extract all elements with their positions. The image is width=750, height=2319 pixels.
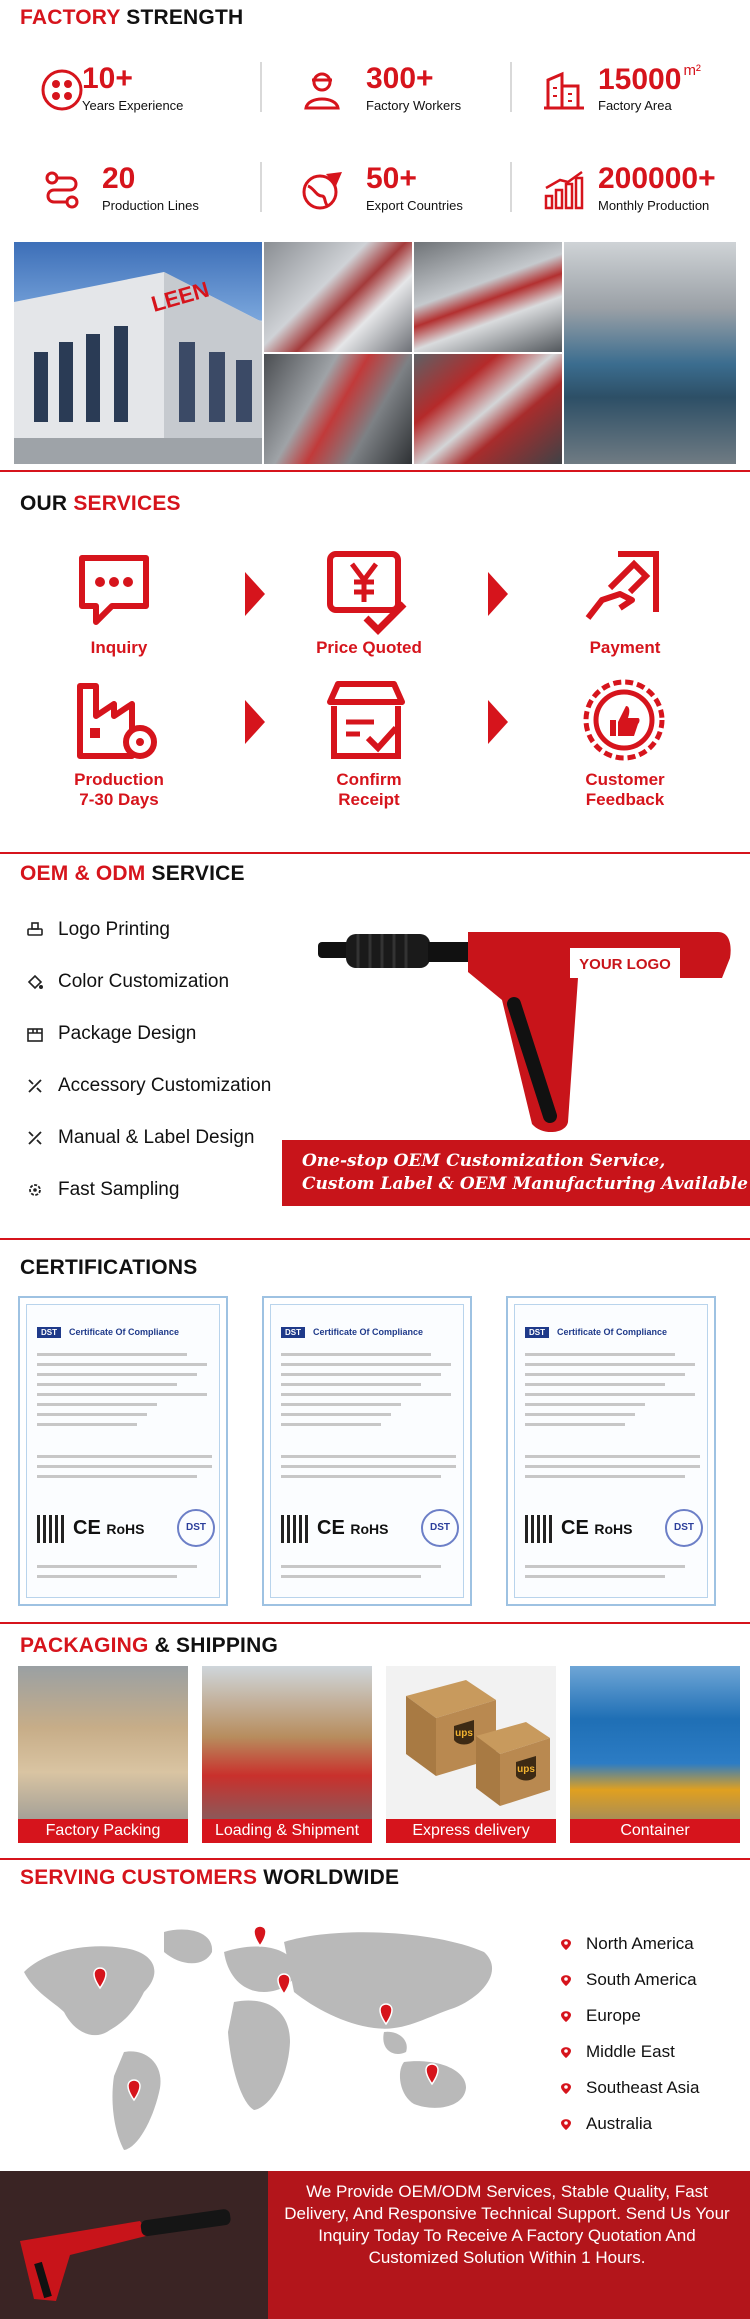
qr-code-icon <box>525 1515 553 1543</box>
oem-title: OEM & ODM SERVICE <box>20 862 245 885</box>
world-map <box>14 1912 524 2162</box>
yen-check-icon <box>324 548 414 638</box>
svg-text:ups: ups <box>455 1728 473 1739</box>
stat-number: 300+ <box>366 62 434 95</box>
factory-gear-icon <box>74 676 164 766</box>
packaging-photo-factory <box>18 1666 188 1843</box>
map-pin-middle-east <box>278 1974 290 1994</box>
caption-loading: Loading & Shipment <box>202 1819 372 1843</box>
paint-bucket-icon <box>26 973 44 991</box>
location-pin-icon <box>560 2118 572 2130</box>
divider <box>260 62 262 112</box>
worker-icon <box>300 68 344 112</box>
services-title: OUR SERVICES <box>20 492 181 515</box>
ce-rohs-mark: CE RoHS <box>561 1517 633 1539</box>
oem-item-accessory: Accessory Customization <box>26 1074 271 1098</box>
factory-assembly-photo <box>564 242 736 464</box>
logo-placeholder-text: YOUR LOGO <box>579 956 671 973</box>
certificate-1: DST Certificate Of Compliance CE RoHS DST <box>18 1296 228 1606</box>
region-north-america: North America <box>560 1934 694 1954</box>
factory-title: FACTORY STRENGTH <box>20 6 244 29</box>
store-check-icon <box>324 676 414 766</box>
packaging-photo-loading <box>202 1666 372 1843</box>
qr-code-icon <box>281 1515 309 1543</box>
service-label-feedback: Customer Feedback <box>585 770 665 809</box>
oem-item-color: Color Customization <box>26 970 229 994</box>
oem-item-logo: Logo Printing <box>26 918 170 942</box>
divider <box>510 62 512 112</box>
nail-gun-photo <box>0 2171 300 2319</box>
building-icon <box>542 68 586 112</box>
stat-area <box>530 60 750 120</box>
globe-plane-icon <box>300 168 344 212</box>
stamp-icon <box>26 921 44 939</box>
caption-container: Container <box>570 1819 740 1843</box>
stat-label: Monthly Production <box>598 198 710 213</box>
ups-boxes-illustration <box>386 1666 556 1819</box>
red-nail-gun-illustration <box>318 912 738 1142</box>
region-australia: Australia <box>560 2114 652 2134</box>
stat-monthly <box>530 160 750 220</box>
gear-icon <box>26 1181 44 1199</box>
region-south-america: South America <box>560 1970 697 1990</box>
factory-workshop-photo-1 <box>264 242 412 352</box>
tools-icon <box>26 1077 44 1095</box>
section-divider <box>0 1622 750 1624</box>
divider <box>510 162 512 212</box>
stat-number: 200000+ <box>598 162 716 195</box>
svg-text:LEEN: LEEN <box>148 276 212 317</box>
factory-building-photo <box>14 242 262 464</box>
divider <box>260 162 262 212</box>
stat-label: Factory Area <box>598 98 672 113</box>
section-divider <box>0 470 750 472</box>
location-pin-icon <box>560 2010 572 2022</box>
region-southeast-asia: Southeast Asia <box>560 2078 699 2098</box>
stat-label: Factory Workers <box>366 98 462 113</box>
unit: m² <box>683 62 701 79</box>
service-label-price: Price Quoted <box>316 638 422 657</box>
route-icon <box>40 168 84 212</box>
service-label-payment: Payment <box>589 638 661 657</box>
section-divider <box>0 1858 750 1860</box>
factory-workshop-photo-3 <box>264 354 412 464</box>
section-divider <box>0 1238 750 1240</box>
grid-icon <box>40 68 84 112</box>
svg-text:ups: ups <box>517 1764 535 1775</box>
factory-workshop-photo-4 <box>414 354 562 464</box>
arrow-right-icon <box>488 572 508 616</box>
stat-countries <box>280 160 520 220</box>
location-pin-icon <box>560 1974 572 1986</box>
caption-factory-packing: Factory Packing <box>18 1819 188 1843</box>
ce-rohs-mark: CE RoHS <box>73 1517 145 1539</box>
service-label-confirm: Confirm Receipt <box>336 770 402 809</box>
packaging-title: PACKAGING & SHIPPING <box>20 1634 278 1657</box>
stat-number: 15000 $^{m^2}$ <box>598 62 701 96</box>
oem-item-package: Package Design <box>26 1022 196 1046</box>
stat-label: Years Experience <box>82 98 184 113</box>
service-label-production: Production 7-30 Days <box>74 770 164 809</box>
stat-workers <box>280 60 520 120</box>
oem-banner: One-stop OEM Customization Service, Custom Label & OEM Manufacturing Available <box>282 1140 750 1206</box>
packaging-photo-container <box>570 1666 740 1843</box>
stat-label: Production Lines <box>102 198 199 213</box>
stat-lines <box>20 160 260 220</box>
stat-years <box>20 60 260 120</box>
ce-rohs-mark: CE RoHS <box>317 1517 389 1539</box>
location-pin-icon <box>560 2046 572 2058</box>
packaging-photo-express <box>386 1666 556 1843</box>
certificate-3: DST Certificate Of Compliance CE RoHS DST <box>506 1296 716 1606</box>
footer-banner <box>0 2171 750 2319</box>
worldwide-title: SERVING CUSTOMERS WORLDWIDE <box>20 1866 400 1889</box>
factory-workshop-photo-2 <box>414 242 562 352</box>
section-divider <box>0 852 750 854</box>
region-europe: Europe <box>560 2006 641 2026</box>
stat-number: 10+ <box>82 62 133 95</box>
dst-seal-icon: DST <box>177 1509 215 1547</box>
region-middle-east: Middle East <box>560 2042 675 2062</box>
map-pin-europe <box>254 1926 266 1946</box>
hand-card-icon <box>580 548 670 638</box>
building-illustration <box>14 242 262 464</box>
arrow-right-icon <box>245 572 265 616</box>
arrow-right-icon <box>488 700 508 744</box>
location-pin-icon <box>560 1938 572 1950</box>
dst-seal-icon: DST <box>665 1509 703 1547</box>
service-label-inquiry: Inquiry <box>90 638 148 657</box>
chat-icon <box>74 548 164 638</box>
bar-chart-icon <box>542 168 586 212</box>
dst-seal-icon: DST <box>421 1509 459 1547</box>
oem-item-manual: Manual & Label Design <box>26 1126 254 1150</box>
footer-message: We Provide OEM/ODM Services, Stable Quality, Fast Delivery, And Responsive Technical Support. Send Us Your Inquiry Today To Receive A Factory Quotation And Customized Solution Within 1 Hours. <box>284 2182 730 2267</box>
stat-number: 50+ <box>366 162 417 195</box>
certificate-2: DST Certificate Of Compliance CE RoHS DST <box>262 1296 472 1606</box>
package-icon <box>26 1025 44 1043</box>
qr-code-icon <box>37 1515 65 1543</box>
stat-label: Export Countries <box>366 198 463 213</box>
stat-number: 20 <box>102 162 136 195</box>
oem-item-sampling: Fast Sampling <box>26 1178 179 1202</box>
thumbs-up-badge-icon <box>580 676 670 766</box>
certifications-title: CERTIFICATIONS <box>20 1256 198 1279</box>
location-pin-icon <box>560 2082 572 2094</box>
tools-icon <box>26 1129 44 1147</box>
caption-express: Express delivery <box>386 1819 556 1843</box>
arrow-right-icon <box>245 700 265 744</box>
